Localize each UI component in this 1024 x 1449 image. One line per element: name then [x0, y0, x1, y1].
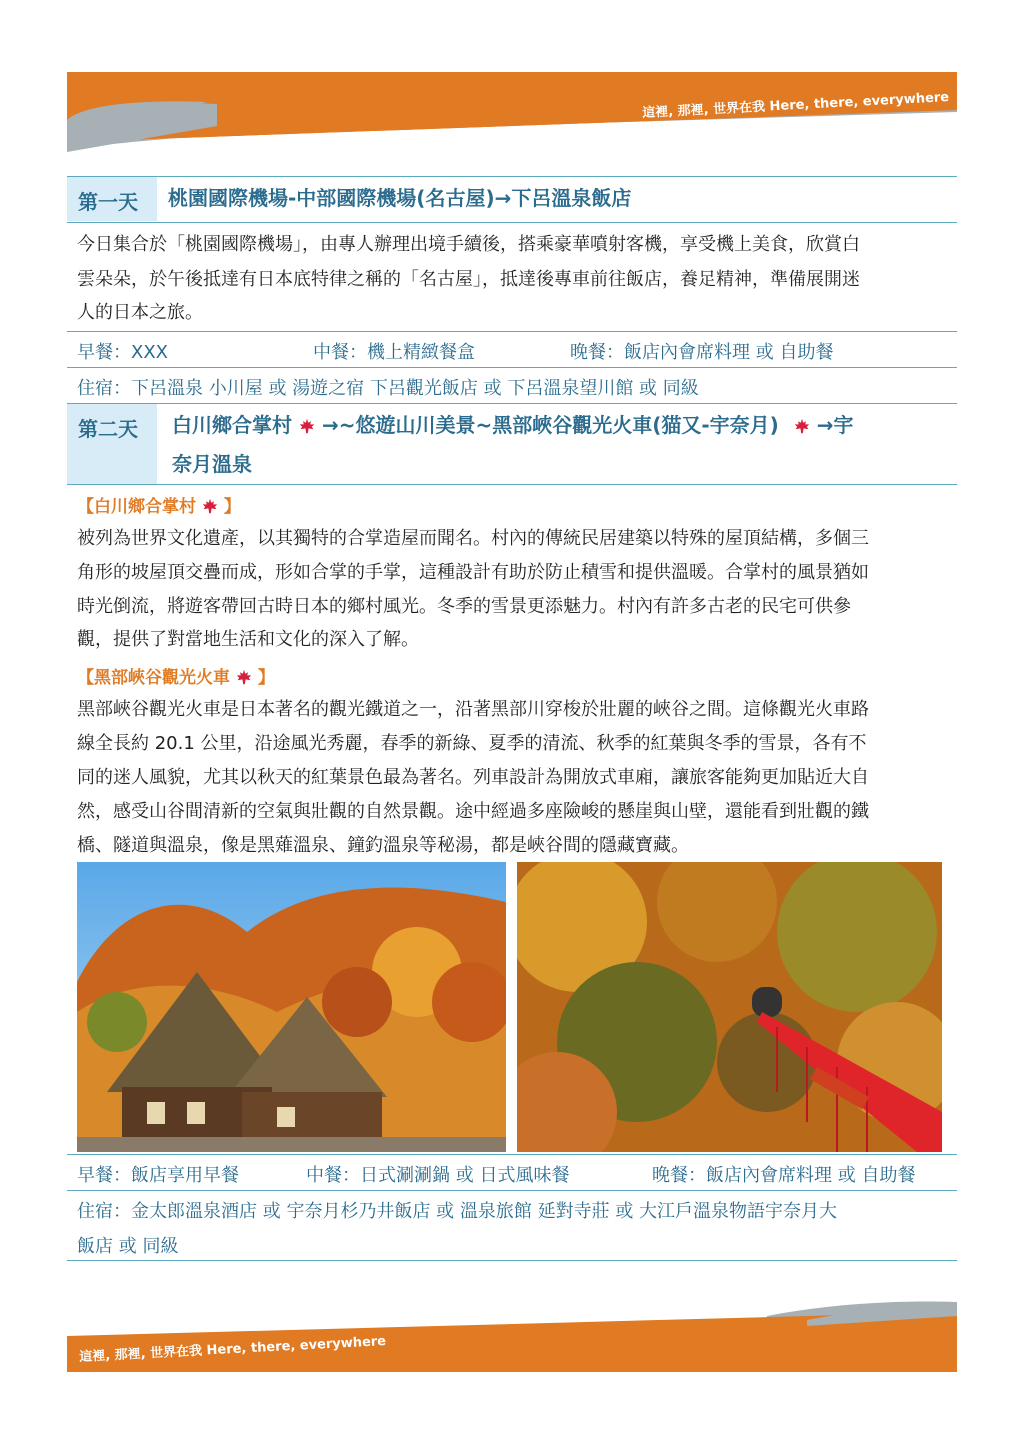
top-banner [67, 72, 957, 152]
divider [67, 367, 957, 368]
day2-title-part2: →~悠遊山川美景~黑部峽谷觀光火車(猫又-宇奈月) [321, 413, 779, 437]
divider [67, 222, 957, 223]
day2-breakfast: 早餐：飯店享用早餐 [77, 1165, 239, 1186]
day1-title: 桃園國際機場-中部國際機場(名古屋)→下呂溫泉飯店 [168, 186, 632, 210]
subheading-text: 】 [257, 668, 275, 688]
day1-label: 第一天 [78, 190, 138, 214]
maple-leaf-icon [236, 669, 252, 685]
divider [67, 403, 957, 404]
day1-dinner: 晚餐：飯店內會席料理 或 自助餐 [570, 342, 834, 363]
maple-leaf-icon [299, 418, 315, 434]
bottom-slogan: 這裡, 那裡, 世界在我 Here, there, everywhere [78, 1333, 387, 1366]
day1-desc-line: 雲朵朵，於午後抵達有日本底特律之稱的「名古屋」，抵達後專車前往飯店，養足精神，準備展開迷 [77, 269, 860, 290]
top-banner-graphic [67, 72, 957, 152]
day2-title-line2: 奈月溫泉 [172, 452, 252, 476]
day1-lodging: 住宿：下呂溫泉 小川屋 或 湯遊之宿 下呂觀光飯店 或 下呂溫泉望川館 或 同級 [77, 378, 699, 399]
subheading-kurobe [77, 663, 275, 688]
day2-sub1-line: 時光倒流，將遊客帶回古時日本的鄉村風光。冬季的雪景更添魅力。村內有許多古老的民宅可供參 [77, 596, 851, 617]
bottom-banner-graphic [67, 1296, 957, 1372]
day2-dinner: 晚餐：飯店內會席料理 或 自助餐 [652, 1165, 916, 1186]
day2-lodging-line2: 飯店 或 同級 [77, 1236, 179, 1257]
day2-title-part1: 白川鄉合掌村 [172, 413, 292, 437]
subheading-text: 【白川鄉合掌村 [77, 497, 196, 517]
divider [67, 331, 957, 332]
divider [67, 484, 957, 485]
day1-lunch: 中餐：機上精緻餐盒 [313, 342, 475, 363]
maple-leaf-icon [794, 418, 810, 434]
day1-desc-line: 人的日本之旅。 [77, 302, 203, 323]
day2-sub1-line: 角形的坡屋頂交疊而成，形如合掌的手掌，這種設計有助於防止積雪和提供溫暖。合掌村的風景猶如 [77, 562, 869, 583]
day2-sub2-line: 黑部峽谷觀光火車是日本著名的觀光鐵道之一，沿著黑部川穿梭於壯麗的峽谷之間。這條觀光火車路 [77, 699, 869, 720]
day2-lunch: 中餐：日式涮涮鍋 或 日式風味餐 [306, 1165, 570, 1186]
subheading-shirakawago [77, 492, 241, 517]
photo-kurobe-train [517, 862, 942, 1152]
subheading-text: 【黑部峽谷觀光火車 [77, 668, 230, 688]
day2-sub1-line: 被列為世界文化遺產，以其獨特的合掌造屋而聞名。村內的傳統民居建築以特殊的屋頂結構，多個三 [77, 528, 869, 549]
divider [67, 176, 957, 177]
divider [67, 1154, 957, 1155]
day2-sub2-line: 線全長約 20.1 公里，沿途風光秀麗，春季的新綠、夏季的清流、秋季的紅葉與冬季的雪景，各有不 [77, 733, 867, 754]
day2-sub1-line: 觀，提供了對當地生活和文化的深入了解。 [77, 629, 419, 650]
subheading-text: 】 [223, 497, 241, 517]
day1-desc-line: 今日集合於「桃園國際機場」，由專人辦理出境手續後，搭乘豪華噴射客機，享受機上美食，欣賞白 [77, 234, 860, 255]
photo-shirakawago [77, 862, 506, 1152]
day2-sub2-line: 同的迷人風貌，尤其以秋天的紅葉景色最為著名。列車設計為開放式車廂，讓旅客能夠更加貼近大自 [77, 767, 869, 788]
top-slogan: 這裡, 那裡, 世界在我 Here, there, everywhere [641, 89, 950, 122]
divider [67, 1190, 957, 1191]
day2-label: 第二天 [78, 417, 138, 441]
day2-lodging-line1: 住宿：金太郎溫泉酒店 或 宇奈月杉乃井飯店 或 溫泉旅館 延對寺莊 或 大江戶溫泉物語宇奈月大 [77, 1201, 838, 1222]
bottom-banner [67, 1296, 957, 1372]
divider [67, 1260, 957, 1261]
day2-title-part3: →宇 [816, 413, 854, 437]
day1-breakfast: 早餐：XXX [77, 342, 168, 363]
day2-sub2-line: 橋、隧道與溫泉，像是黑薙溫泉、鐘釣溫泉等秘湯，都是峽谷間的隱藏寶藏。 [77, 835, 689, 856]
maple-leaf-icon [202, 498, 218, 514]
day2-title-line1 [172, 407, 854, 443]
day2-sub2-line: 然，感受山谷間清新的空氣與壯觀的自然景觀。途中經過多座險峻的懸崖與山壁，還能看到壯觀的鐵 [77, 801, 869, 822]
